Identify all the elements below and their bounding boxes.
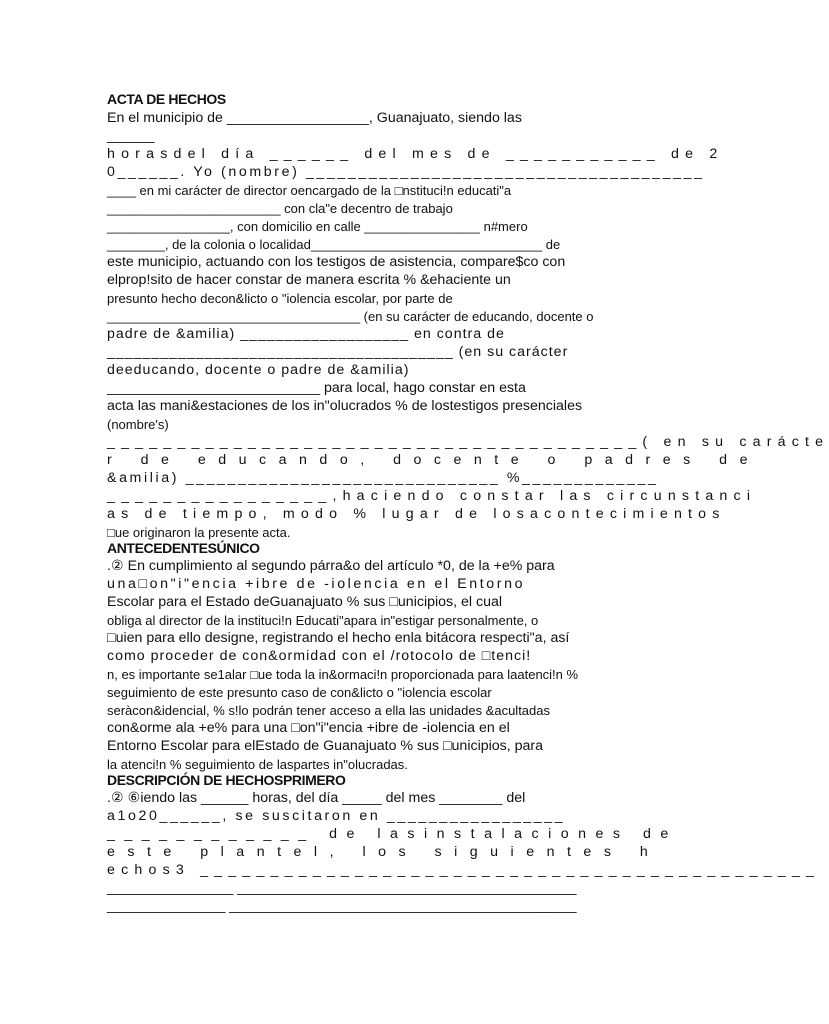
- text-line: 0______. Yo (nombre) ______________________________________: [107, 164, 705, 180]
- text-line: acta las mani&estaciones de los in"olucrados % de lostestigos presenciales: [107, 398, 583, 414]
- section-heading-descripcion: DESCRIPCIÓN DE HECHOSPRIMERO: [107, 772, 346, 788]
- text-line: n, es importante se1alar □ue toda la in&ormaci!n proporcionada para laatenci!n %: [107, 667, 579, 682]
- text-line: ____ en mi carácter de director oencargado de la □nstituci!n educati"a: [107, 183, 512, 198]
- text-line: □ue originaron la presente acta.: [107, 525, 291, 540]
- text-line: a1o20______, se suscitaron en _________________: [107, 808, 566, 824]
- text-line: con&orme ala +e% para una □on"i"encia +ibre de -iolencia en el: [107, 720, 510, 736]
- text-line: seràcon&idencial, % s!lo podrán tener acceso a ella las unidades &acultadas: [107, 703, 550, 718]
- text-line: echos3 ____________________________________________: [107, 862, 821, 878]
- text-line: as de tiempo, modo % lugar de losacontecimientos: [107, 506, 726, 522]
- text-line: ________________________ con cla"e decentro de trabajo: [107, 201, 453, 216]
- text-line: ____________ de lasinstalaciones de: [107, 826, 678, 842]
- text-line: .② ⑥iendo las ______ horas, del día _____ del mes ________ del: [107, 790, 526, 806]
- text-line: elprop!sito de hacer constar de manera escrita % &ehaciente un: [107, 272, 511, 288]
- text-line: ___________________________________ (en su carácter de educando, docente o: [107, 309, 594, 324]
- text-line: la atenci!n % seguimiento de laspartes in"olucradas.: [107, 757, 408, 772]
- text-line: obliga al director de la instituci!n Educati"apara in"estigar personalmente, o: [107, 613, 539, 628]
- text-line: ______: [107, 128, 155, 144]
- text-line: r de educando, docente o padres de: [107, 452, 760, 468]
- text-line: Escolar para el Estado deGuanajuato % sus □unicipios, el cual: [107, 594, 503, 610]
- text-line: deeducando, docente o padre de &amilia): [107, 362, 410, 378]
- text-line: &amilia) ______________________________ %_____________: [107, 470, 659, 486]
- text-line: (nombre's): [107, 417, 169, 432]
- text-line: ________, de la colonia o localidad________________________________ de: [107, 237, 561, 252]
- text-line: padre de &amilia) ___________________ en contra de: [107, 326, 505, 342]
- text-line: ___________________________ para local, hago constar en esta: [107, 380, 526, 396]
- text-line: este plantel, los siguientes h: [107, 844, 661, 860]
- text-line: ________________ ___________________________________________: [107, 880, 577, 896]
- text-line: presunto hecho decon&licto o "iolencia escolar, por parte de: [107, 291, 453, 306]
- text-line: _______________ ____________________________________________: [107, 898, 577, 914]
- text-line: este municipio, actuando con los testigos de asistencia, compare$co con: [107, 254, 566, 270]
- text-line: horasdel día ______ del mes de ___________ de 2: [107, 146, 724, 162]
- section-heading-antecedentes: ANTECEDENTESÚNICO: [107, 540, 260, 556]
- document-title: ACTA DE HECHOS: [107, 91, 226, 107]
- text-line: Entorno Escolar para elEstado de Guanajuato % sus □unicipios, para: [107, 738, 544, 754]
- text-line: □uien para ello designe, registrando el hecho enla bitácora respecti"a, así: [107, 630, 570, 646]
- text-line: como proceder de con&ormidad con el /rotocolo de □tenci!: [107, 648, 532, 664]
- text-line: En el municipio de __________________, Guanajuato, siendo las: [107, 110, 522, 126]
- text-line: ______________________________________( en su carácte: [107, 434, 829, 450]
- text-line: _______________________________________ (en su carácter: [107, 344, 569, 360]
- text-line: .② En cumplimiento al segundo párra&o del artículo *0, de la +e% para: [107, 558, 555, 574]
- text-line: seguimiento de este presunto caso de con&licto o "iolencia escolar: [107, 685, 492, 700]
- text-line: ________________,haciendo constar las circunstanci: [107, 488, 757, 504]
- text-line: _________________, con domicilio en calle ________________ n#mero: [107, 219, 528, 234]
- text-line: una□on"i"encia +ibre de -iolencia en el Entorno: [107, 576, 526, 592]
